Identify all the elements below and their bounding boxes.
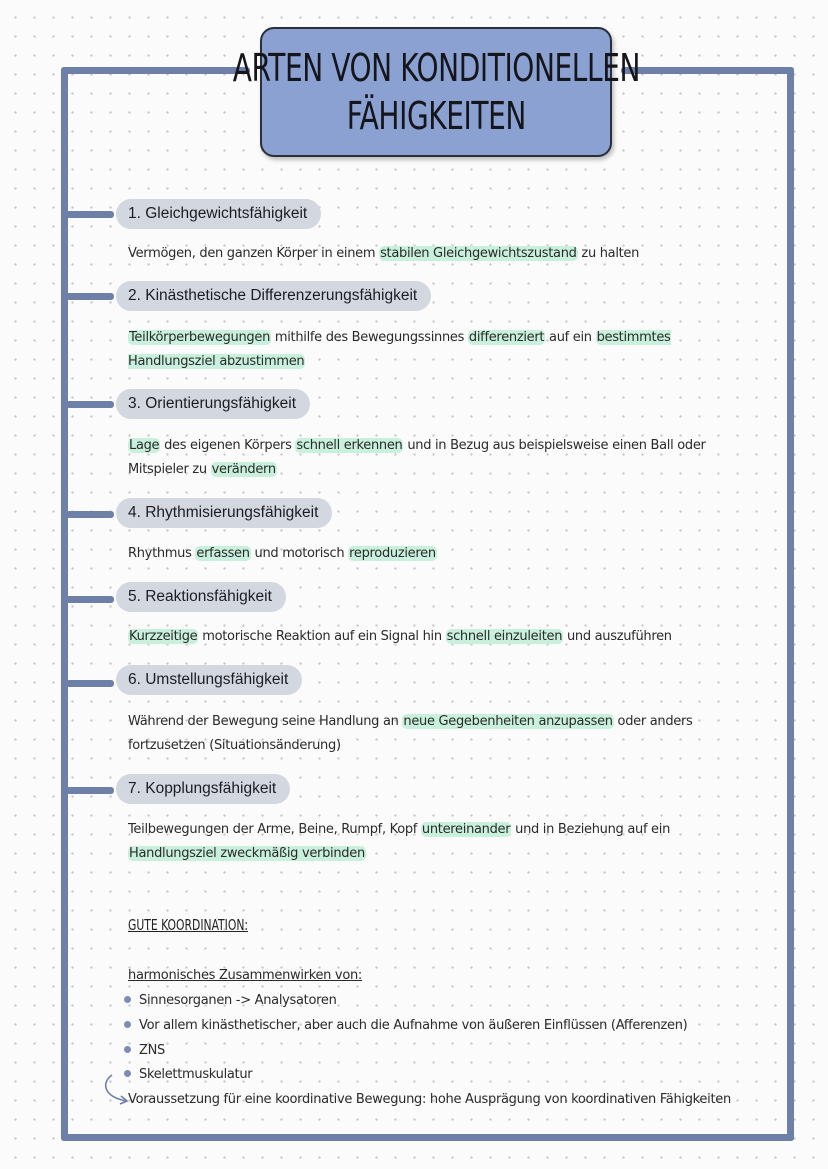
frame-bottom-border bbox=[61, 1134, 794, 1141]
frame-right-border bbox=[787, 67, 794, 1141]
highlighted-text: untereinander bbox=[421, 822, 511, 837]
frame-left-border bbox=[61, 67, 68, 1141]
section-desc-6 bbox=[128, 710, 728, 758]
connector-1 bbox=[66, 211, 114, 218]
section-desc-2 bbox=[128, 326, 728, 374]
highlighted-text: Lage bbox=[129, 438, 160, 453]
bullet-item-4 bbox=[124, 1067, 252, 1082]
title-line-2: FÄHIGKEITEN bbox=[346, 94, 526, 138]
section-desc-7 bbox=[128, 818, 728, 866]
connector-3 bbox=[66, 401, 114, 408]
desc-text: motorische Reaktion auf ein Signal hin bbox=[198, 629, 446, 644]
bullet-text-2: Vor allem kinästhetischer, aber auch die Aufnahme von äußeren Einflüssen (Afferenzen) bbox=[139, 1018, 688, 1033]
desc-text: und in Bezug aus beispielsweise einen Ball oder Mitspieler zu bbox=[128, 438, 706, 477]
desc-text: Während der Bewegung seine Handlung an bbox=[128, 714, 403, 729]
frame-top-border-right bbox=[621, 67, 794, 74]
bullet-dot-icon bbox=[124, 996, 131, 1003]
desc-text: mithilfe des Bewegungssinnes bbox=[271, 330, 468, 345]
desc-text: zu halten bbox=[577, 246, 640, 261]
highlighted-text: neue Gegebenheiten anzupassen bbox=[403, 714, 613, 729]
highlighted-text: differenziert bbox=[468, 330, 545, 345]
curved-arrow-icon bbox=[100, 1072, 130, 1106]
bullet-item-2 bbox=[124, 1018, 687, 1033]
koordination-title: GUTE KOORDINATION: bbox=[128, 916, 249, 934]
title-line-1: ARTEN VON KONDITIONELLEN bbox=[232, 46, 640, 90]
section-desc-4 bbox=[128, 542, 728, 566]
section-heading-7: 7. Kopplungsfähigkeit bbox=[116, 774, 290, 804]
desc-text: oder anders fortzusetzen (Situationsänderung) bbox=[128, 714, 693, 753]
desc-text: und auszuführen bbox=[563, 629, 672, 644]
highlighted-text: stabilen Gleichgewichtszustand bbox=[380, 246, 577, 261]
desc-text: auf ein bbox=[545, 330, 596, 345]
connector-4 bbox=[66, 511, 114, 518]
connector-2 bbox=[66, 293, 114, 300]
bullet-text-1: Sinnesorganen -> Analysatoren bbox=[139, 993, 337, 1008]
highlighted-text: Teilkörperbewegungen bbox=[129, 330, 271, 345]
section-heading-3: 3. Orientierungsfähigkeit bbox=[116, 389, 310, 419]
highlighted-text: erfassen bbox=[196, 546, 250, 561]
section-desc-3 bbox=[128, 434, 728, 482]
section-desc-5 bbox=[128, 625, 728, 649]
highlighted-text: Kurzzeitige bbox=[129, 629, 198, 644]
koordination-result: Voraussetzung für eine koordinative Bewegung: hohe Ausprägung von koordinativen Fähigkeiten bbox=[128, 1092, 731, 1107]
section-heading-4: 4. Rhythmisierungsfähigkeit bbox=[116, 498, 332, 528]
desc-text: und motorisch bbox=[250, 546, 349, 561]
desc-text: Teilbewegungen der Arme, Beine, Rumpf, Kopf bbox=[128, 822, 421, 837]
connector-6 bbox=[66, 680, 114, 687]
highlighted-text: verändern bbox=[211, 462, 276, 477]
page-title bbox=[232, 44, 639, 140]
section-heading-1: 1. Gleichgewichtsfähigkeit bbox=[116, 199, 321, 229]
highlighted-text: reproduzieren bbox=[349, 546, 436, 561]
highlighted-text: Handlungsziel zweckmäßig verbinden bbox=[129, 846, 365, 861]
section-heading-2: 2. Kinästhetische Differenzerungsfähigkeit bbox=[116, 281, 431, 311]
bullet-item-1 bbox=[124, 993, 337, 1008]
desc-text: Rhythmus bbox=[128, 546, 196, 561]
bullet-dot-icon bbox=[124, 1046, 131, 1053]
bullet-text-4: Skelettmuskulatur bbox=[139, 1067, 253, 1082]
bullet-text-3: ZNS bbox=[139, 1043, 165, 1058]
highlighted-text: bestimmtes Handlungsziel abzustimmen bbox=[128, 330, 671, 369]
section-heading-5: 5. Reaktionsfähigkeit bbox=[116, 582, 286, 612]
bullet-item-3 bbox=[124, 1043, 165, 1058]
connector-5 bbox=[66, 596, 114, 603]
desc-text: und in Beziehung auf ein bbox=[511, 822, 671, 837]
section-heading-6: 6. Umstellungsfähigkeit bbox=[116, 665, 302, 695]
frame-top-border-left bbox=[61, 67, 250, 74]
koordination-subtitle: harmonisches Zusammenwirken von: bbox=[128, 968, 362, 983]
bullet-dot-icon bbox=[124, 1021, 131, 1028]
title-box bbox=[232, 27, 640, 157]
desc-text: Vermögen, den ganzen Körper in einem bbox=[128, 246, 380, 261]
connector-7 bbox=[66, 787, 114, 794]
section-desc-1 bbox=[128, 242, 728, 266]
highlighted-text: schnell einzuleiten bbox=[446, 629, 563, 644]
highlighted-text: schnell erkennen bbox=[296, 438, 403, 453]
desc-text: des eigenen Körpers bbox=[160, 438, 296, 453]
